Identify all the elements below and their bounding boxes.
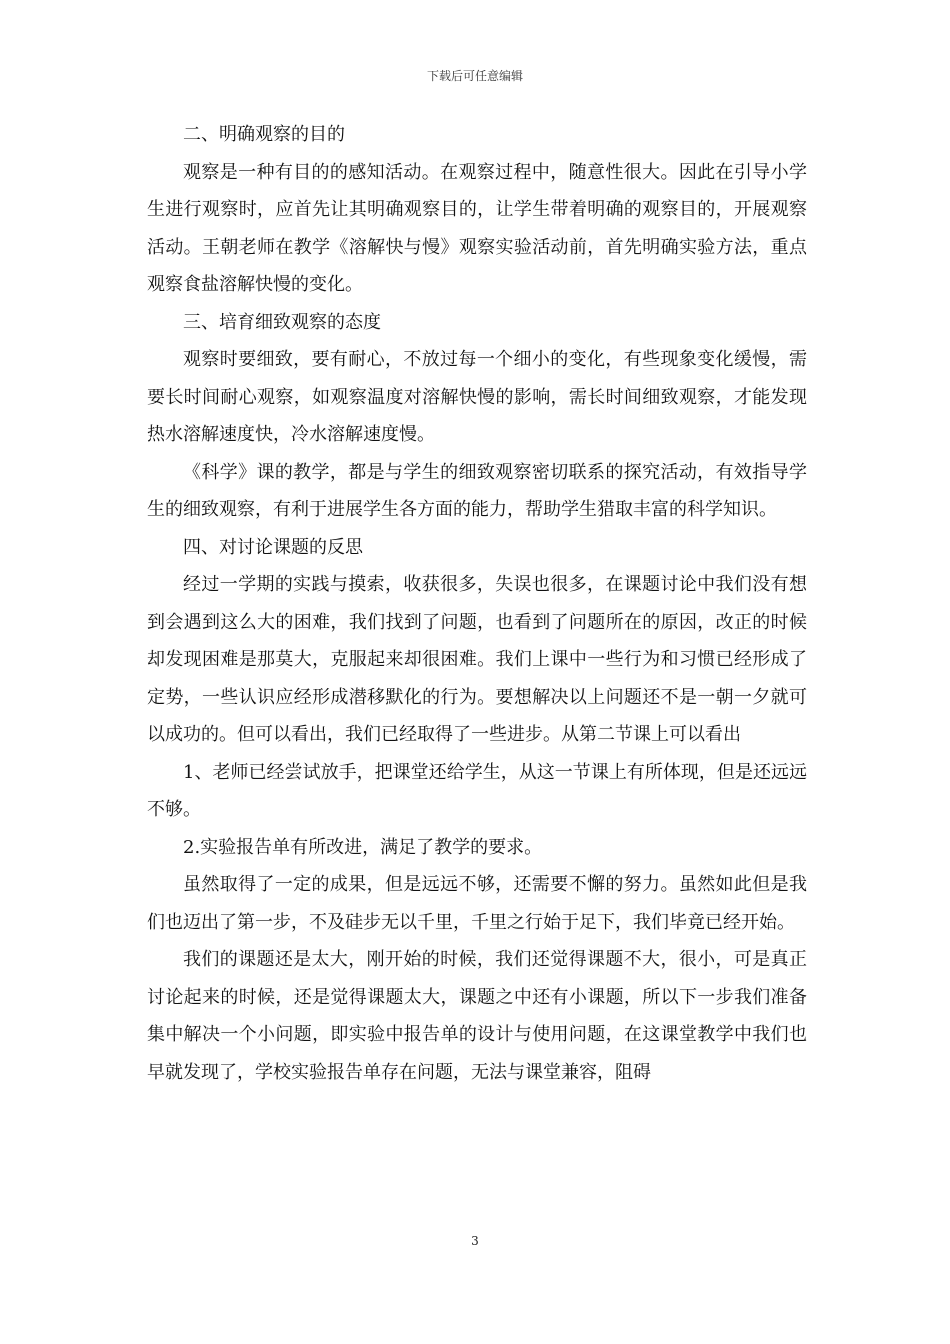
document-body — [147, 116, 807, 1091]
body-paragraph: 我们的课题还是太大，刚开始的时候，我们还觉得课题不大，很小，可是真正讨论起来的时候，还是觉得课题太大，课题之中还有小课题，所以下一步我们准备集中解决一个小问题，即实验中报告单的设计与使用问题，在这课堂教学中我们也早就发现了，学校实验报告单存在问题，无法与课堂兼容，阻碍 — [147, 949, 807, 1083]
section-heading-3: 三、培育细致观察的态度 — [183, 311, 381, 333]
section-heading-2: 二、明确观察的目的 — [183, 124, 345, 145]
list-item-2: 2.实验报告单有所改进，满足了教学的要求。 — [183, 836, 543, 858]
body-paragraph: 《科学》课的教学，都是与学生的细致观察密切联系的探究活动，有效指导学生的细致观察，有利于进展学生各方面的能力，帮助学生猎取丰富的科学知识。 — [147, 461, 807, 520]
body-paragraph: 经过一学期的实践与摸索，收获很多，失误也很多，在课题讨论中我们没有想到会遇到这么大的困难，我们找到了问题，也看到了问题所在的原因，改正的时候却发现困难是那莫大，克服起来却很困难。我们上课中一些行为和习惯已经形成了定势，一些认识应经形成潜移默化的行为。要想解决以上问题还不是一朝一夕就可以成功的。但可以看出，我们已经取得了一些进步。从第二节课上可以看出 — [147, 574, 807, 745]
list-item-1: 1、老师已经尝试放手，把课堂还给学生，从这一节课上有所体现，但是还远远不够。 — [147, 761, 807, 820]
page-number: 3 — [471, 1234, 479, 1248]
section-heading-4: 四、对讨论课题的反思 — [183, 536, 363, 558]
page-header: 下载后可任意编辑 — [426, 69, 523, 83]
body-paragraph: 虽然取得了一定的成果，但是远远不够，还需要不懈的努力。虽然如此但是我们也迈出了第一步，不及硅步无以千里，千里之行始于足下，我们毕竟已经开始。 — [147, 874, 807, 933]
body-paragraph: 观察时要细致，要有耐心，不放过每一个细小的变化，有些现象变化缓慢，需要长时间耐心观察，如观察温度对溶解快慢的影响，需长时间细致观察，才能发现热水溶解速度快，冷水溶解速度慢。 — [147, 349, 807, 445]
body-paragraph: 观察是一种有目的的感知活动。在观察过程中，随意性很大。因此在引导小学生进行观察时，应首先让其明确观察目的，让学生带着明确的观察目的，开展观察活动。王朝老师在教学《溶解快与慢》观察实验活动前，首先明确实验方法，重点观察食盐溶解快慢的变化。 — [147, 161, 807, 295]
